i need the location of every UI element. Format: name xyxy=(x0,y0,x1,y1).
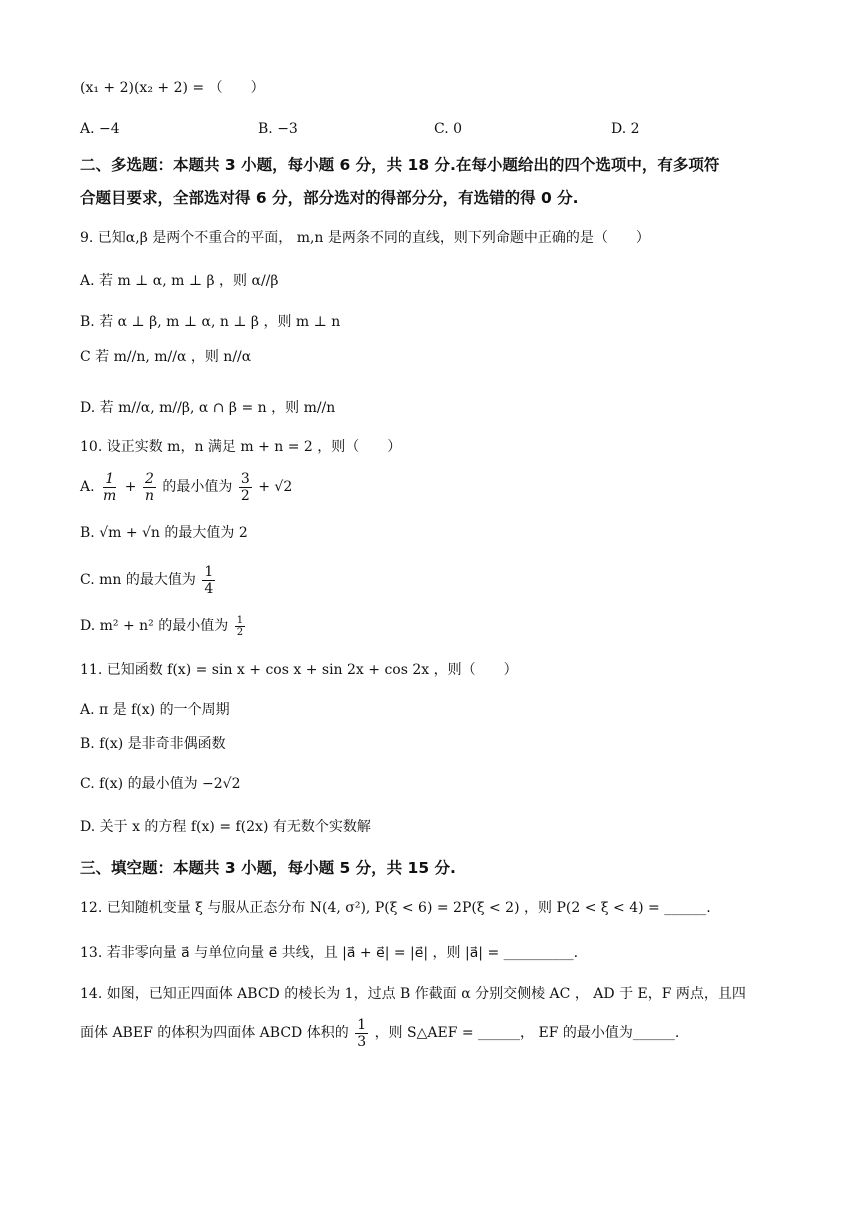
q10-option-b: B. √m + √n 的最大值为 2 xyxy=(80,525,248,541)
section2-heading-line1: 二、多选题：本题共 3 小题，每小题 6 分，共 18 分.在每小题给出的四个选项中，有多项符 xyxy=(80,156,720,174)
q11-option-d: D. 关于 x 的方程 f(x) = f(2x) 有无数个实数解 xyxy=(80,819,371,835)
q10-a-frac3: $\frac{3}{2}$ xyxy=(240,470,250,504)
q8-stem-tail: (x₁ + 2)(x₂ + 2) = （ ） xyxy=(80,80,265,96)
q10-option-c xyxy=(80,562,217,598)
q14-line2-prefix: 面体 ABEF 的体积为四面体 ABCD 体积的 xyxy=(80,1025,349,1041)
q10-a-frac1: $\frac{1}{m}$ xyxy=(103,470,117,504)
q10-a-mid: 的最小值为 xyxy=(162,479,233,495)
q11-option-b: B. f(x) 是非奇非偶函数 xyxy=(80,736,226,752)
q11-option-a: A. π 是 f(x) 的一个周期 xyxy=(80,702,230,718)
q9-option-d: D. 若 m//α, m//β, α ∩ β = n ，则 m//n xyxy=(80,400,336,416)
q14-line2-tail: ，则 S△AEF = ______， EF 的最小值为______. xyxy=(374,1025,680,1041)
q10-a-tail: + √2 xyxy=(258,479,293,495)
q9-option-b: B. 若 α ⊥ β, m ⊥ α, n ⊥ β ，则 m ⊥ n xyxy=(80,314,341,330)
q10-d-text: D. m² + n² 的最小值为 xyxy=(80,618,229,634)
q11-option-c: C. f(x) 的最小值为 −2√2 xyxy=(80,776,241,792)
section3-heading: 三、填空题：本题共 3 小题，每小题 5 分，共 15 分. xyxy=(80,859,456,877)
q9-stem: 9. 已知α,β 是两个不重合的平面， m,n 是两条不同的直线，则下列命题中正确的是（ ） xyxy=(80,230,650,246)
q14-frac: $\frac{1}{3}$ xyxy=(357,1016,367,1050)
q8-option-b: B. −3 xyxy=(258,121,298,137)
q10-d-frac: $\frac{1}{2}$ xyxy=(236,614,244,638)
q10-option-d xyxy=(80,612,247,640)
q9-option-c: C 若 m//n, m//α ，则 n//α xyxy=(80,349,252,365)
q10-option-a xyxy=(80,468,292,506)
q14-line1: 14. 如图，已知正四面体 ABCD 的棱长为 1，过点 B 作截面 α 分别交侧棱 AC ， AD 于 E，F 两点，且四 xyxy=(80,986,746,1002)
q9-option-a: A. 若 m ⊥ α, m ⊥ β ，则 α//β xyxy=(80,273,279,289)
section2-heading-line2: 合题目要求，全部选对得 6 分，部分选对的得部分分，有选错的得 0 分. xyxy=(80,189,579,207)
q10-a-frac2: $\frac{2}{n}$ xyxy=(144,470,154,504)
q8-option-d: D. 2 xyxy=(611,121,640,137)
q10-c-text: C. mn 的最大值为 xyxy=(80,572,196,588)
q12-stem: 12. 已知随机变量 ξ 与服从正态分布 N(4, σ²), P(ξ < 6) = 2P(ξ < 2) ，则 P(2 < ξ < 4) = ______. xyxy=(80,900,711,916)
q14-line2 xyxy=(80,1014,679,1052)
q13-stem: 13. 若非零向量 a⃗ 与单位向量 e⃗ 共线，且 |a⃗ + e⃗| = |e⃗| ，则 |a⃗| = __________. xyxy=(80,945,579,961)
q10-a-label: A. xyxy=(80,479,95,495)
q10-a-plus: + xyxy=(124,479,137,495)
q11-stem: 11. 已知函数 f(x) = sin x + cos x + sin 2x + cos 2x ，则（ ） xyxy=(80,662,518,678)
q10-stem: 10. 设正实数 m，n 满足 m + n = 2 ，则（ ） xyxy=(80,439,402,455)
q8-option-c: C. 0 xyxy=(434,121,463,137)
q10-c-frac: $\frac{1}{4}$ xyxy=(204,563,214,597)
q8-option-a: A. −4 xyxy=(80,121,120,137)
